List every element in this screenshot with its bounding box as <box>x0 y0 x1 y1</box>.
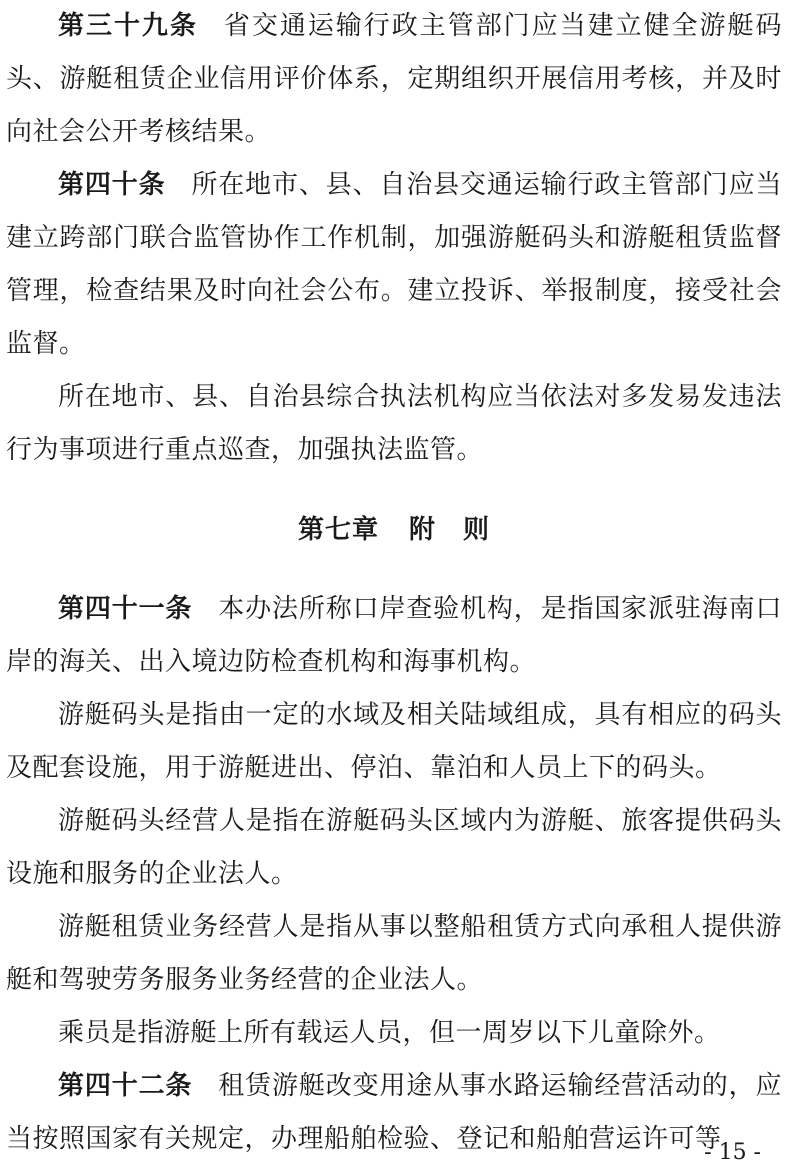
paragraph-text: 游艇码头是指由一定的水域及相关陆域组成，具有相应的码头及配套设施，用于游艇进出、停泊、靠泊和人员上下的码头。 <box>6 700 782 783</box>
chapter-number: 第七章 <box>297 515 379 545</box>
article-paragraph <box>6 0 782 159</box>
body-paragraph <box>6 901 782 1007</box>
article-number: 第四十一条 <box>58 594 193 624</box>
paragraph-text: 所在地市、县、自治县综合执法机构应当依法对多发易发违法行为事项进行重点巡查，加强执法监管。 <box>6 382 782 465</box>
article-paragraph <box>6 1060 782 1166</box>
article-text: 省交通运输行政主管部门应当建立健全游艇码头、游艇租赁企业信用评价体系，定期组织开展信用考核，并及时向社会公开考核结果。 <box>6 11 782 147</box>
paragraph-text: 游艇租赁业务经营人是指从事以整船租赁方式向承租人提供游艇和驾驶劳务服务业务经营的企业法人。 <box>6 912 782 995</box>
body-paragraph <box>6 371 782 477</box>
document-body <box>6 0 782 1166</box>
body-paragraph <box>6 689 782 795</box>
article-number: 第四十条 <box>58 170 166 200</box>
body-paragraph <box>6 795 782 901</box>
article-number: 第四十二条 <box>58 1071 193 1101</box>
chapter-heading <box>6 477 782 583</box>
page-number: - 15 - <box>704 1140 761 1165</box>
article-text: 本办法所称口岸查验机构，是指国家派驻海南口岸的海关、出入境边防检查机构和海事机构。 <box>6 594 782 677</box>
article-number: 第三十九条 <box>58 11 198 41</box>
chapter-title: 附 则 <box>409 515 491 545</box>
article-paragraph <box>6 159 782 371</box>
article-paragraph <box>6 583 782 689</box>
body-paragraph <box>6 1007 782 1060</box>
article-text: 所在地市、县、自治县交通运输行政主管部门应当建立跨部门联合监管协作工作机制，加强游艇码头和游艇租赁监督管理，检查结果及时向社会公布。建立投诉、举报制度，接受社会监督。 <box>6 170 782 359</box>
article-text: 租赁游艇改变用途从事水路运输经营活动的，应当按照国家有关规定，办理船舶检验、登记和船舶营运许可等 <box>6 1071 782 1154</box>
paragraph-text: 游艇码头经营人是指在游艇码头区域内为游艇、旅客提供码头设施和服务的企业法人。 <box>6 806 782 889</box>
paragraph-text: 乘员是指游艇上所有载运人员，但一周岁以下儿童除外。 <box>58 1018 721 1048</box>
